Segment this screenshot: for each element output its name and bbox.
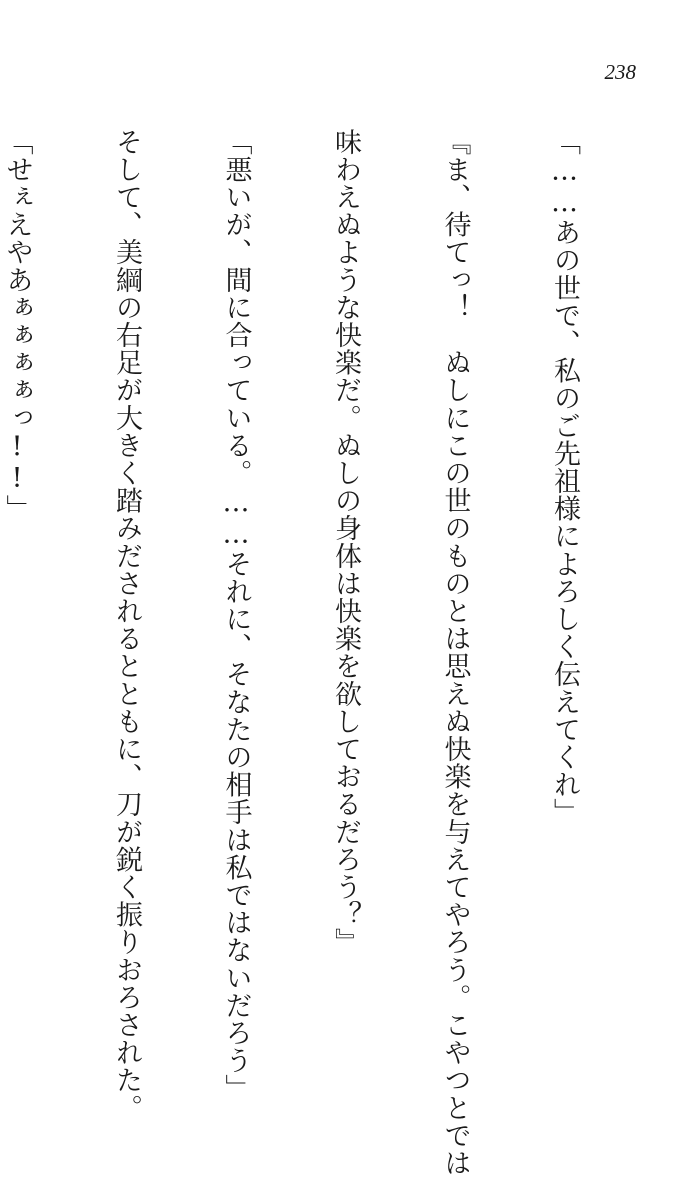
- text-line: 「……あの世で、私のご先祖様によろしく伝えてくれ」: [549, 128, 580, 826]
- text-line: 「せぇえやあぁぁぁぁっ!!」: [1, 128, 33, 523]
- text-line: 「悪いが、間に合っている。……それに、そなたの相手は私ではないだろう」: [220, 128, 252, 1102]
- text-line: 『ま、待てっ！ ぬしにこの世のものとは思えぬ快楽を与えてやろう。こやつとでは: [439, 128, 471, 1177]
- page-number: 238: [604, 60, 636, 84]
- text-line: そして、美綱の右足が大きく踏みだされるとともに、刀が鋭く振りおろされた。: [111, 128, 142, 1122]
- vertical-text-body: [0, 128, 655, 1177]
- text-line: 味わえぬような快楽だ。ぬしの身体は快楽を欲しておるだろう？』: [330, 128, 361, 956]
